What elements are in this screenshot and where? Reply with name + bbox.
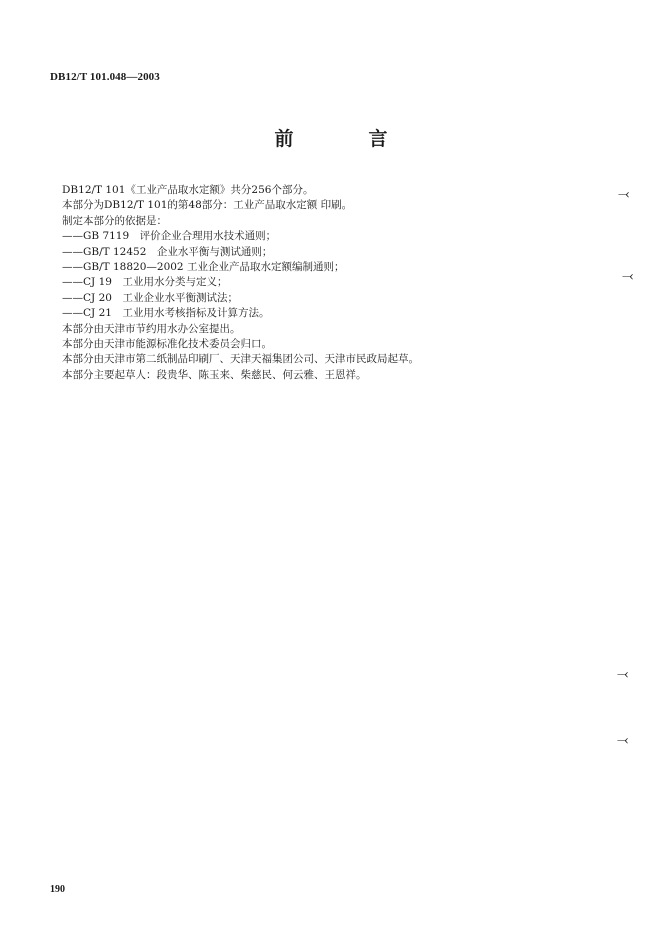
reference-line: ——GB/T 12452 企业水平衡与测试通则； xyxy=(62,245,273,258)
reference-line: ——GB/T 18820—2002 工业企业产品取水定额编制通则； xyxy=(62,260,345,273)
reference-line: ——CJ 21 工业用水考核指标及计算方法。 xyxy=(62,307,270,320)
page-title: 前 言 xyxy=(274,128,416,150)
foreword-line: 本部分由天津市第二纸制品印刷厂、天津天福集团公司、天津市民政局起草。 xyxy=(62,353,419,366)
margin-mark-icon: ⤙ xyxy=(622,268,634,284)
standard-code-header: DB12/T 101.048—2003 xyxy=(50,71,160,83)
reference-line: ——GB 7119 评价企业合理用水技术通则； xyxy=(62,230,277,243)
foreword-line: DB12/T 101《工业产品取水定额》共分256个部分。 xyxy=(62,184,314,196)
foreword-line: 本部分由天津市节约用水办公室提出。 xyxy=(62,322,241,335)
margin-mark-icon: ⤙ xyxy=(617,732,629,748)
margin-mark-icon: ⤙ xyxy=(618,186,630,202)
margin-mark-icon: ⤙ xyxy=(617,666,629,682)
foreword-line: 本部分由天津市能源标准化技术委员会归口。 xyxy=(62,337,272,350)
foreword-line: 本部分为DB12/T 101的第48部分：工业产品取水定额 印刷。 xyxy=(62,199,353,212)
reference-line: ——CJ 20 工业企业水平衡测试法； xyxy=(62,291,238,304)
foreword-line: 本部分主要起草人：段贵华、陈玉来、柴慈民、何云雅、王恩祥。 xyxy=(62,368,367,381)
reference-line: ——CJ 19 工业用水分类与定义； xyxy=(62,276,228,289)
page-number: 190 xyxy=(50,884,65,895)
foreword-line: 制定本部分的依据是： xyxy=(62,214,167,227)
foreword-body xyxy=(62,183,622,383)
